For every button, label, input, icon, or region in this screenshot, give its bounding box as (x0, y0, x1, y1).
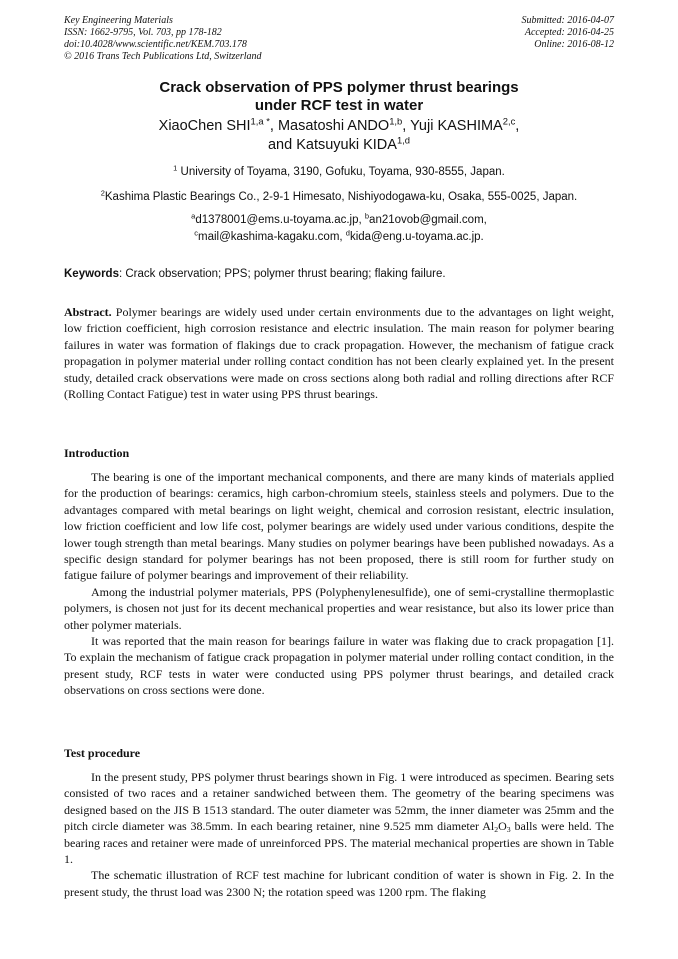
author-list (64, 117, 614, 155)
email-address: d1378001@ems.u-toyama.ac.jp, (195, 214, 365, 226)
test-paragraph-1 (64, 769, 614, 867)
test-text: In the present study, PPS polymer thrust bearings shown in Fig. 1 were introduced as specimen. Bearing sets consisted of two races and a retainer sandwiched between them. The geometry of the bearing specimens was designed based on the JIS B 1513 standard. The outer diameter was 52mm, the inner diameter was 25mm and the pitch circle diameter was 38.5mm. In each bearing retainer, nine 9.525 mm diameter Al (64, 770, 614, 834)
journal-name: Key Engineering Materials (64, 15, 173, 26)
author-name: XiaoChen SHI (158, 118, 251, 134)
section-heading-test-procedure: Test procedure (64, 746, 141, 760)
author-affil-mark: 2,c (502, 115, 516, 127)
test-text: balls were held. The bearing races and retainer were made of unreinforced PPS. The material mechanical properties are shown in Table 1. (64, 819, 615, 867)
author-affil-mark: 1,d (396, 134, 411, 146)
introduction-body (64, 469, 614, 699)
affiliation-1 (40, 164, 638, 180)
test-procedure-body (64, 769, 614, 900)
journal-info (64, 15, 262, 63)
title-line-2: under RCF test in water (254, 97, 424, 114)
affil-text: University of Toyama, 3190, Gofuku, Toyama, 930-8555, Japan. (177, 166, 505, 178)
section-heading-introduction: Introduction (64, 446, 130, 460)
intro-paragraph-3: It was reported that the main reason for bearings failure in water was flaking due to crack propagation [1]. To explain the mechanism of fatigue crack propagation in polymer material under rolling contact condition, in the present study, RCF tests in water were conducted using PPS polymer thrust bearings, and detailed crack observations on cross sections were done. (64, 634, 614, 698)
issn-line: ISSN: 1662-9795, Vol. 703, pp 178-182 (64, 27, 222, 38)
email-mark: c (194, 228, 198, 238)
author-affil-mark: 1,a * (250, 115, 270, 127)
accepted-date: Accepted: 2016-04-25 (524, 27, 614, 38)
affil-text: Kashima Plastic Bearings Co., 2-9-1 Himesato, Nishiyodogawa-ku, Osaka, 555-0025, Japan. (104, 191, 578, 203)
keywords-text: : Crack observation; PPS; polymer thrust bearing; flaking failure. (118, 268, 446, 280)
keywords-label: Keywords (64, 268, 119, 280)
intro-paragraph-2: Among the industrial polymer materials, PPS (Polyphenylenesulfide), one of semi-crystalline thermoplastic polymers, is chosen not just for its decent mechanical properties and wear resistance, but also its lower price than other polymer materials. (64, 584, 614, 632)
author-separator: , (269, 118, 278, 134)
email-block (64, 212, 614, 246)
author-line-2 (64, 136, 614, 155)
author-name: Masatoshi ANDO (277, 118, 390, 134)
email-mark: b (364, 211, 370, 221)
title-line-1: Crack observation of PPS polymer thrust bearings (159, 79, 519, 96)
intro-paragraph-1: The bearing is one of the important mechanical components, and there are many kinds of materials applied for the production of bearings: ceramics, high carbon-chromium steels, stainless steels and polymers. Due to the advantages compared with metal bearings on light weight, chemical and corrosion resistant, electric insulation, low friction coefficient and low life cost, polymer bearings are widely used under various conditions, despite the lower tough strength than metal bearings. Many studies on polymer bearings have been published nowadays. As a specific design standard for polymer bearings has not been proposed, there is still room for further study on fatigue failure of polymer bearings and improvement of their reliability. (64, 470, 614, 583)
test-paragraph-2: The schematic illustration of RCF test machine for lubricant condition of water is shown in Fig. 2. In the present study, the thrust load was 2300 N; the rotation speed was 1200 rpm. The flaking (64, 868, 614, 899)
email-mark: d (345, 228, 350, 238)
copyright-line: © 2016 Trans Tech Publications Ltd, Switzerland (64, 51, 262, 62)
email-mark: a (191, 211, 196, 221)
submission-dates (522, 15, 615, 51)
author-separator: , (515, 118, 520, 134)
affil-mark: 2 (100, 188, 105, 198)
paper-title (64, 79, 614, 115)
author-line-1 (64, 117, 614, 136)
email-address: an21ovob@gmail.com, (369, 214, 487, 226)
abstract-paragraph (64, 304, 614, 402)
email-line-1 (64, 212, 614, 229)
abstract-text: Polymer bearings are widely used under certain environments due to the advantages on light weight, low friction coefficient, high corrosion resistance and electric insulation. The main reason for polymer bearing failures in water was formation of flakings due to crack propagation. However, the mechanism of fatigue crack propagation in polymer material under rolling contact condition has not been clearly explained yet. In the present study, detailed crack observations were made on cross sections along both radial and rolling directions after RCF (Rolling Contact Fatigue) test in water using PPS thrust bearings. (64, 305, 614, 402)
abstract (64, 304, 614, 402)
keywords (64, 266, 614, 282)
author-conjunction: and (267, 137, 297, 153)
author-name: Yuji KASHIMA (410, 118, 503, 134)
author-name: Katsuyuki KIDA (296, 137, 397, 153)
abstract-label: Abstract. (64, 305, 112, 319)
affil-mark: 1 (173, 163, 178, 173)
submitted-date: Submitted: 2016-04-07 (521, 15, 614, 26)
subscript: 3 (506, 825, 511, 835)
email-address: mail@kashima-kagaku.com, (197, 231, 346, 243)
doi-line: doi:10.4028/www.scientific.net/KEM.703.178 (64, 39, 247, 50)
online-date: Online: 2016-08-12 (534, 39, 614, 50)
affiliation-2 (40, 189, 638, 205)
subscript: 2 (494, 825, 499, 835)
author-separator: , (402, 118, 411, 134)
email-address: kida@eng.u-toyama.ac.jp. (349, 231, 484, 243)
author-affil-mark: 1,b (389, 115, 403, 127)
test-text: O (498, 819, 507, 834)
email-line-2 (64, 229, 614, 246)
